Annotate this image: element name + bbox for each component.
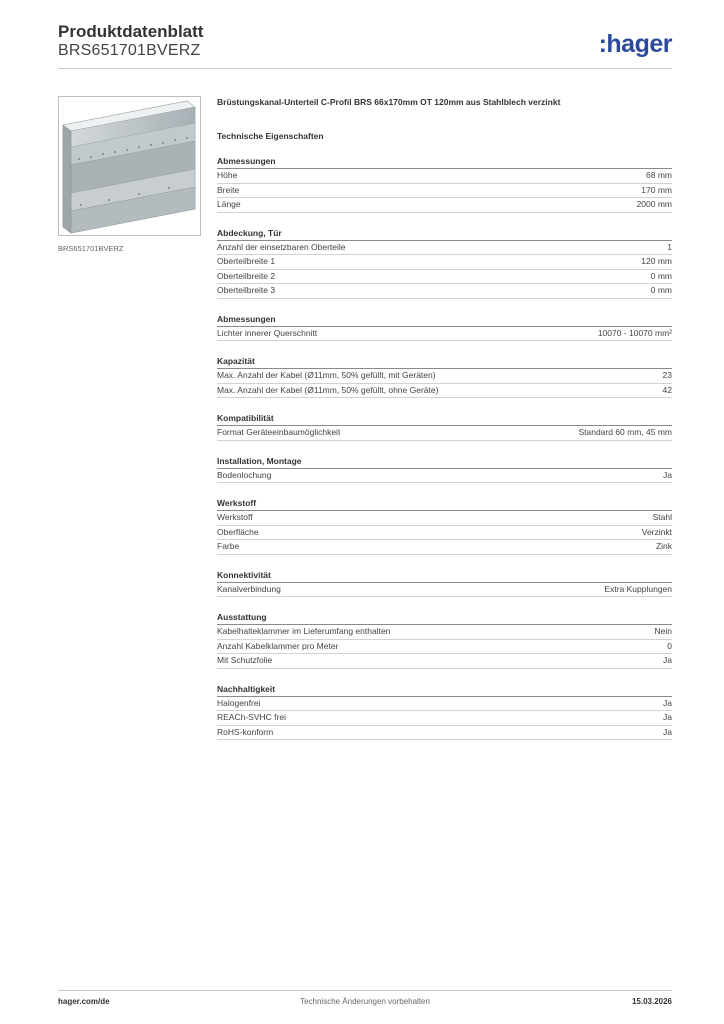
spec-value: Ja <box>663 726 672 737</box>
spec-section <box>217 156 672 213</box>
page-header <box>58 22 672 70</box>
product-code: BRS651701BVERZ <box>58 42 201 59</box>
spec-section <box>217 498 672 555</box>
section-title: Kompatibilität <box>217 413 672 426</box>
section-title: Nachhaltigkeit <box>217 684 672 697</box>
spec-value: 42 <box>662 384 672 395</box>
spec-label: Lichter innerer Querschnitt <box>217 327 318 338</box>
spec-label: Format Geräteeinbaumöglichkeit <box>217 427 341 437</box>
spec-value: Ja <box>663 469 672 480</box>
spec-label: Oberteilbreite 2 <box>217 270 276 281</box>
page-footer <box>58 997 672 1009</box>
spec-section <box>217 314 672 342</box>
spec-label: Farbe <box>217 541 240 551</box>
spec-section <box>217 228 672 299</box>
spec-value: 120 mm <box>641 256 672 266</box>
spec-label: Kabelhalteklammer im Lieferumfang enthalten <box>217 626 391 636</box>
spec-label: Oberteilbreite 1 <box>217 256 276 266</box>
spec-value: Ja <box>663 712 672 722</box>
spec-row <box>217 511 672 526</box>
spec-row <box>217 583 672 598</box>
spec-row <box>217 540 672 555</box>
spec-row <box>217 654 672 669</box>
spec-row <box>217 640 672 655</box>
spec-label: Max. Anzahl der Kabel (Ø11mm, 50% gefüllt, mit Geräten) <box>217 370 436 380</box>
spec-row <box>217 241 672 256</box>
footer-website-link[interactable]: hager.com/de <box>58 997 110 1006</box>
spec-value: Stahl <box>652 512 672 522</box>
spec-value: 0 mm <box>650 285 672 295</box>
section-title: Kapazität <box>217 356 672 369</box>
image-caption: BRS651701BVERZ <box>58 244 124 253</box>
spec-value: 0 mm <box>650 270 672 281</box>
spec-row <box>217 184 672 199</box>
spec-sections <box>217 156 672 740</box>
spec-row <box>217 169 672 184</box>
spec-row <box>217 284 672 299</box>
spec-value: Extra Kupplungen <box>604 583 672 594</box>
spec-label: Mit Schutzfolie <box>217 655 273 665</box>
spec-label: Breite <box>217 184 240 195</box>
spec-row <box>217 270 672 285</box>
spec-row <box>217 384 672 399</box>
spec-row <box>217 327 672 342</box>
spec-row <box>217 198 672 213</box>
spec-label: Länge <box>217 199 241 209</box>
footer-notice: Technische Änderungen vorbehalten <box>300 997 430 1006</box>
spec-value: Ja <box>663 697 672 708</box>
spec-value: 23 <box>662 370 672 380</box>
spec-value: 68 mm <box>646 170 672 180</box>
spec-row <box>217 369 672 384</box>
header-divider <box>58 68 672 69</box>
spec-row <box>217 255 672 270</box>
spec-value: 0 <box>667 640 672 651</box>
spec-value: 1 <box>667 241 672 252</box>
spec-section <box>217 356 672 398</box>
spec-section <box>217 570 672 598</box>
spec-value: Zink <box>655 541 672 551</box>
spec-value: Ja <box>663 655 672 665</box>
spec-row <box>217 526 672 541</box>
document-title: Produktdatenblatt <box>58 22 204 41</box>
spec-section <box>217 456 672 484</box>
datasheet-content <box>217 96 672 740</box>
spec-row <box>217 697 672 712</box>
section-title: Ausstattung <box>217 612 672 625</box>
spec-value: Nein <box>654 626 672 636</box>
spec-label: Max. Anzahl der Kabel (Ø11mm, 50% gefüllt, ohne Geräte) <box>217 384 439 395</box>
spec-value: 10070 - 10070 mm² <box>597 327 672 338</box>
spec-row <box>217 426 672 441</box>
cable-duct-icon <box>59 97 200 235</box>
spec-label: Bodenlochung <box>217 469 272 480</box>
spec-section <box>217 413 672 441</box>
footer-divider <box>58 990 672 991</box>
spec-value: 2000 mm <box>636 199 672 209</box>
spec-label: Oberteilbreite 3 <box>217 285 276 295</box>
section-title: Installation, Montage <box>217 456 672 469</box>
spec-label: Oberfläche <box>217 526 259 537</box>
section-title: Konnektivität <box>217 570 672 583</box>
section-title: Abmessungen <box>217 314 672 327</box>
spec-value: 170 mm <box>641 184 672 195</box>
section-title: Werkstoff <box>217 498 672 511</box>
spec-label: Anzahl Kabelklammer pro Meter <box>217 640 339 651</box>
spec-label: RoHS-konform <box>217 726 274 737</box>
spec-label: Höhe <box>217 170 238 180</box>
spec-label: Halogenfrei <box>217 697 261 708</box>
spec-row <box>217 625 672 640</box>
spec-row <box>217 711 672 726</box>
product-image <box>58 96 201 236</box>
spec-label: Werkstoff <box>217 512 253 522</box>
spec-row <box>217 469 672 484</box>
technical-properties-heading: Technische Eigenschaften <box>217 131 324 141</box>
section-title: Abdeckung, Tür <box>217 228 672 241</box>
spec-section <box>217 612 672 669</box>
logo-text: hager <box>606 30 672 58</box>
spec-row <box>217 726 672 741</box>
section-title: Abmessungen <box>217 156 672 169</box>
hager-logo: :hager <box>598 30 672 58</box>
spec-label: REACh-SVHC frei <box>217 712 286 722</box>
spec-label: Kanalverbindung <box>217 583 281 594</box>
footer-date: 15.03.2026 <box>631 997 672 1006</box>
spec-section <box>217 684 672 741</box>
spec-label: Anzahl der einsetzbaren Oberteile <box>217 241 346 252</box>
product-description: Brüstungskanal-Unterteil C-Profil BRS 66x170mm OT 120mm aus Stahlblech verzinkt <box>217 97 561 107</box>
spec-value: Standard 60 mm, 45 mm <box>578 427 672 437</box>
spec-value: Verzinkt <box>641 526 672 537</box>
